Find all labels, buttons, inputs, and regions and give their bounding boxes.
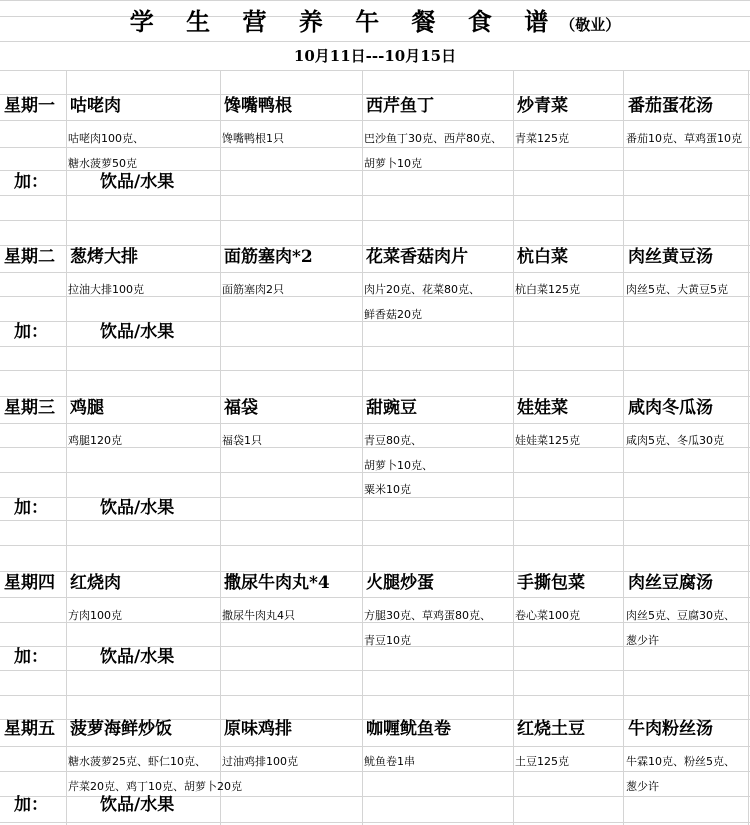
dish-name: 咖喱鱿鱼卷 (366, 719, 451, 739)
ingredient-line: 土豆125克 (515, 755, 569, 768)
dish-name: 手撕包菜 (517, 573, 585, 593)
ingredient-line: 杭白菜125克 (515, 283, 580, 296)
ingredient-line: 鲜香菇20克 (364, 308, 422, 321)
grid-row-line (0, 70, 750, 71)
dish-name: 肉丝豆腐汤 (628, 573, 713, 593)
grid-col-line (362, 70, 363, 825)
dish-name: 咕咾肉 (70, 96, 121, 116)
ingredient-line: 胡萝卜10克 (364, 157, 422, 170)
extra-item: 饮品/水果 (100, 647, 175, 667)
add-label: 加： (14, 498, 48, 518)
ingredient-line: 芹菜20克、鸡丁10克、胡萝卜20克 (68, 780, 242, 793)
grid-row-line (0, 94, 750, 95)
day-label: 星期五 (4, 719, 55, 739)
extra-item: 饮品/水果 (100, 795, 175, 815)
ingredient-line: 肉片20克、花菜80克、 (364, 283, 480, 296)
day-label: 星期二 (4, 247, 55, 267)
ingredient-line: 番茄10克、草鸡蛋10克 (626, 132, 742, 145)
dish-name: 杭白菜 (517, 247, 568, 267)
dish-name: 菠萝海鲜炒饭 (70, 719, 172, 739)
grid-row-line (0, 220, 750, 221)
grid-row-line (0, 622, 750, 623)
ingredient-line: 鸡腿120克 (68, 434, 122, 447)
day-label: 星期一 (4, 96, 55, 116)
extra-item: 饮品/水果 (100, 172, 175, 192)
ingredient-line: 葱少许 (626, 780, 659, 793)
ingredient-line: 糖水菠萝25克、虾仁10克、 (68, 755, 206, 768)
add-label: 加： (14, 322, 48, 342)
grid-row-line (0, 245, 750, 246)
grid-row-line (0, 670, 750, 671)
dish-name: 咸肉冬瓜汤 (628, 398, 713, 418)
ingredient-line: 牛霖10克、粉丝5克、 (626, 755, 735, 768)
ingredient-line: 糖水菠萝50克 (68, 157, 137, 170)
dish-name: 甜豌豆 (366, 398, 417, 418)
grid-row-line (0, 822, 750, 823)
grid-row-line (0, 296, 750, 297)
grid-row-line (0, 120, 750, 121)
dish-name: 馋嘴鸭根 (224, 96, 292, 116)
add-label: 加： (14, 172, 48, 192)
ingredient-line: 过油鸡排100克 (222, 755, 298, 768)
grid-row-line (0, 746, 750, 747)
dish-name: 番茄蛋花汤 (628, 96, 713, 116)
ingredient-line: 青豆80克、 (364, 434, 422, 447)
grid-row-line (0, 346, 750, 347)
school-name: （敬业） (560, 16, 621, 34)
grid-row-line (0, 170, 750, 171)
grid-row-line (0, 520, 750, 521)
dish-name: 红烧肉 (70, 573, 121, 593)
ingredient-line: 肉丝5克、豆腐30克、 (626, 609, 735, 622)
ingredient-line: 卷心菜100克 (515, 609, 580, 622)
grid-col-line (513, 70, 514, 825)
ingredient-line: 肉丝5克、大黄豆5克 (626, 283, 728, 296)
ingredient-line: 葱少许 (626, 634, 659, 647)
ingredient-line: 面筋塞肉2只 (222, 283, 284, 296)
extra-item: 饮品/水果 (100, 322, 175, 342)
date-range: 10月11日---10月15日 (293, 47, 457, 65)
grid-row-line (0, 545, 750, 546)
add-label: 加： (14, 647, 48, 667)
dish-name: 肉丝黄豆汤 (628, 247, 713, 267)
ingredient-line: 青菜125克 (515, 132, 569, 145)
grid-col-line (623, 70, 624, 825)
grid-col-line (220, 70, 221, 825)
ingredient-line: 咕咾肉100克、 (68, 132, 144, 145)
grid-row-line (0, 597, 750, 598)
dish-name: 鸡腿 (70, 398, 104, 418)
ingredient-line: 巴沙鱼丁30克、西芹80克、 (364, 132, 502, 145)
ingredient-line: 鱿鱼卷1串 (364, 755, 415, 768)
dish-name: 娃娃菜 (517, 398, 568, 418)
grid-col-line (748, 70, 749, 825)
dish-name: 葱烤大排 (70, 247, 138, 267)
grid-row-line (0, 423, 750, 424)
dish-name: 花菜香菇肉片 (366, 247, 468, 267)
dish-name: 牛肉粉丝汤 (628, 719, 713, 739)
ingredient-line: 福袋1只 (222, 434, 262, 447)
grid-row-line (0, 447, 750, 448)
dish-name: 面筋塞肉*2 (224, 247, 313, 267)
grid-row-line (0, 272, 750, 273)
title-text: 学 生 营 养 午 餐 食 谱 (129, 7, 561, 36)
page-title (0, 7, 750, 36)
extra-item: 饮品/水果 (100, 498, 175, 518)
ingredient-line: 馋嘴鸭根1只 (222, 132, 284, 145)
grid-row-line (0, 370, 750, 371)
ingredient-line: 方肉100克 (68, 609, 122, 622)
grid-row-line (0, 472, 750, 473)
dish-name: 西芹鱼丁 (366, 96, 434, 116)
dish-name: 红烧土豆 (517, 719, 585, 739)
ingredient-line: 胡萝卜10克、 (364, 459, 433, 472)
grid-row-line (0, 195, 750, 196)
grid-col-line (66, 70, 67, 825)
ingredient-line: 娃娃菜125克 (515, 434, 580, 447)
ingredient-line: 方腿30克、草鸡蛋80克、 (364, 609, 491, 622)
day-label: 星期四 (4, 573, 55, 593)
day-label: 星期三 (4, 398, 55, 418)
grid-row-line (0, 695, 750, 696)
grid-row-line (0, 147, 750, 148)
grid-row-line (0, 571, 750, 572)
ingredient-line: 撒尿牛肉丸4只 (222, 609, 295, 622)
ingredient-line: 拉油大排100克 (68, 283, 144, 296)
dish-name: 原味鸡排 (224, 719, 292, 739)
dish-name: 撒尿牛肉丸*4 (224, 573, 330, 593)
grid-row-line (0, 771, 750, 772)
ingredient-line: 青豆10克 (364, 634, 411, 647)
dish-name: 火腿炒蛋 (366, 573, 434, 593)
dish-name: 福袋 (224, 398, 258, 418)
ingredient-line: 粟米10克 (364, 483, 411, 496)
grid-row-line (0, 41, 750, 42)
dish-name: 炒青菜 (517, 96, 568, 116)
ingredient-line: 咸肉5克、冬瓜30克 (626, 434, 724, 447)
add-label: 加： (14, 795, 48, 815)
grid-row-line (0, 0, 750, 1)
grid-row-line (0, 396, 750, 397)
